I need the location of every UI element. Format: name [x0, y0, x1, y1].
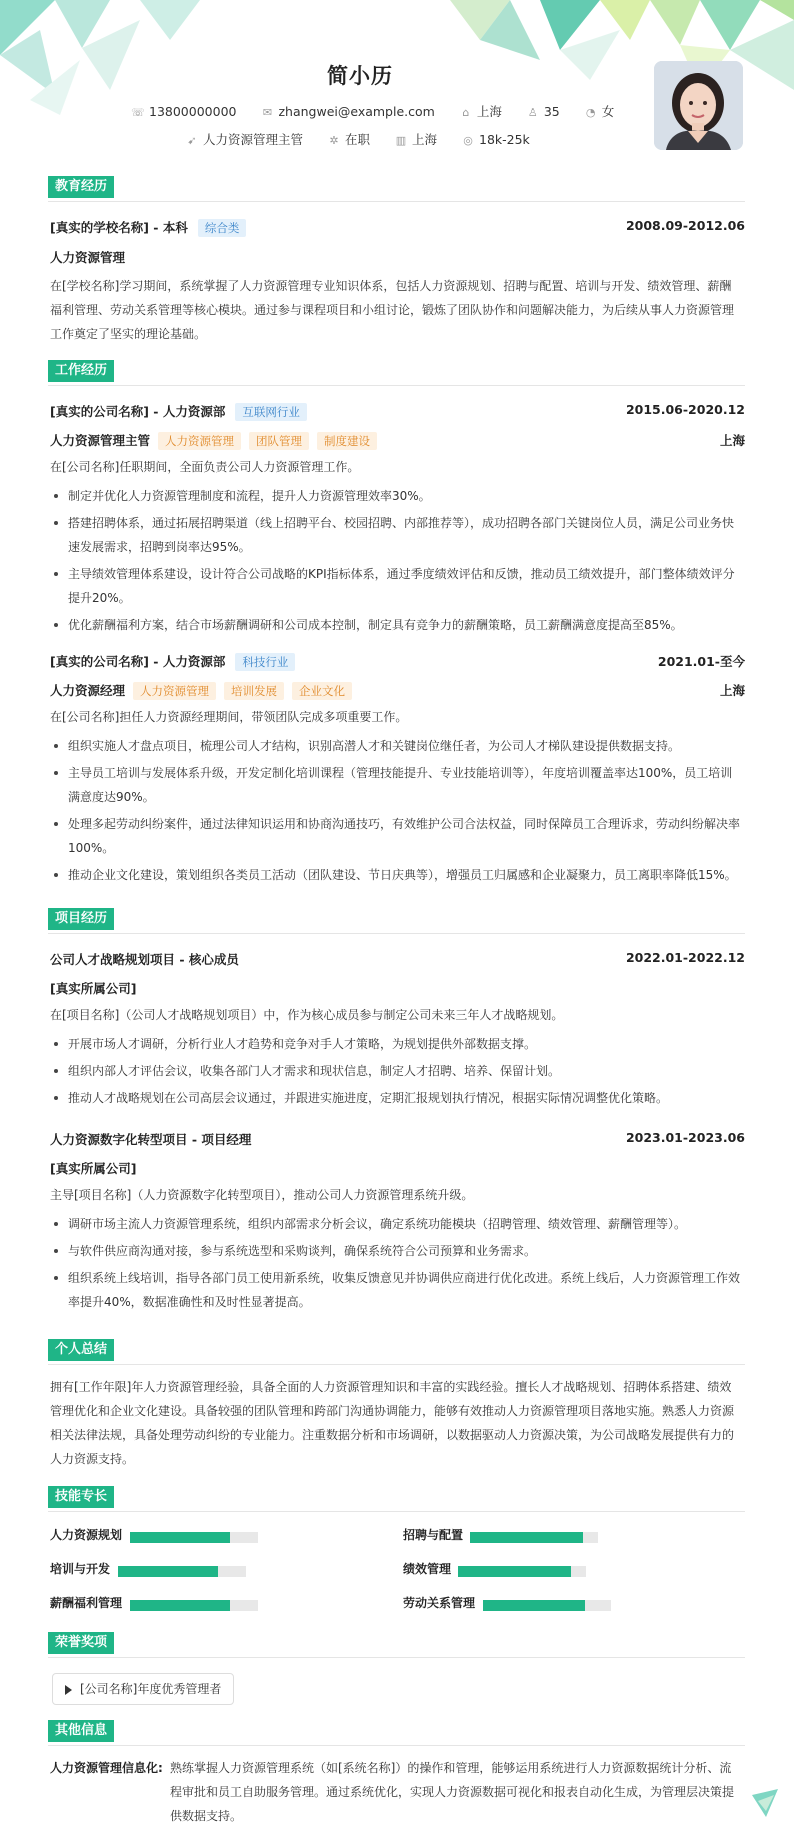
- skill-bar-fill: [118, 1566, 218, 1577]
- job-2-position-row: [50, 681, 745, 701]
- phone-icon: ☏: [131, 106, 145, 119]
- list-item: 组织系统上线培训，指导各部门员工使用新系统，收集反馈意见并协调供应商进行优化改进。系统上线后，人力资源管理工作效率提升40%，数据准确性和及时性显著提高。: [50, 1266, 743, 1314]
- age-value: 35: [543, 104, 560, 119]
- job-2-company: [真实的公司名称] - 人力资源部: [50, 654, 226, 669]
- target-city-value: 上海: [412, 132, 438, 147]
- skill-name: 薪酬福利管理: [50, 1596, 123, 1610]
- honors-title: 荣誉奖项: [48, 1632, 114, 1654]
- list-item: 调研市场主流人力资源管理系统，组织内部需求分析会议，确定系统功能模块（招聘管理、绩效管理、薪酬管理等）。: [50, 1212, 743, 1236]
- list-item: 处理多起劳动纠纷案件，通过法律知识运用和协商沟通技巧，有效维护公司合法权益，同时保障员工合理诉求，劳动纠纷解决率100%。: [50, 812, 743, 860]
- skill-name: 培训与开发: [50, 1562, 111, 1576]
- skill-name: 招聘与配置: [403, 1528, 464, 1542]
- skill-item: [50, 1526, 122, 1546]
- work-title: 工作经历: [48, 360, 114, 382]
- salary-icon: ◎: [463, 134, 473, 147]
- job-2-city: 上海: [719, 683, 745, 698]
- project-1-company-row: [50, 979, 745, 999]
- skill-item: [403, 1526, 463, 1546]
- list-item: 主导员工培训与发展体系升级，开发定制化培训课程（管理技能提升、专业技能培训等），年度培训覆盖率达100%，员工培训满意度达90%。: [50, 761, 743, 809]
- skill-item: [403, 1594, 475, 1614]
- other-section: [48, 1720, 745, 1823]
- candidate-name: 简小历: [327, 64, 393, 88]
- project-1-name: 公司人才战略规划项目 - 核心成员: [50, 952, 239, 967]
- hometown-value: 上海: [476, 104, 502, 119]
- job-2-date: 2021.01-至今: [657, 654, 745, 669]
- other-text: 熟练掌握人力资源管理系统（如[系统名称]）的操作和管理，能够运用系统进行人力资源数据统计分析、流程审批和员工自助服务管理。通过系统优化，实现人力资源数据可视化和报表自动化生成，为管理层决策提供数据支持。: [170, 1761, 735, 1823]
- skills-header: [48, 1486, 745, 1512]
- projects-header: [48, 908, 745, 934]
- project-2-name: 人力资源数字化转型项目 - 项目经理: [50, 1132, 252, 1147]
- job-1-achievements: [50, 484, 743, 640]
- list-item: 推动企业文化建设，策划组织各类员工活动（团队建设、节日庆典等），增强员工归属感和企业凝聚力，员工离职率降低15%。: [50, 863, 743, 887]
- play-icon: [65, 1685, 72, 1695]
- gender-value: 女: [601, 104, 615, 119]
- skill-bar-fill: [130, 1600, 230, 1611]
- list-item: 组织内部人才评估会议，收集各部门人才需求和现状信息，制定人才招聘、培养、保留计划。: [50, 1059, 743, 1083]
- skill-bar-fill: [458, 1566, 571, 1577]
- resume-header: [0, 0, 794, 170]
- city-icon: ▥: [395, 134, 407, 147]
- award-label: [公司名称]年度优秀管理者: [80, 1682, 222, 1696]
- list-item: 推动人才战略规划在公司高层会议通过，并跟进实施进度，定期汇报规划执行情况，根据实际情况调整优化策略。: [50, 1086, 743, 1110]
- other-label: 人力资源管理信息化:: [50, 1761, 163, 1775]
- position-icon: ➹: [187, 134, 197, 147]
- education-title: 教育经历: [48, 176, 114, 198]
- project-1-date: 2022.01-2022.12: [625, 950, 745, 965]
- project-2-intro: 主导[项目名称]（人力资源数字化转型项目），推动公司人力资源管理系统升级。: [50, 1188, 474, 1202]
- job-1-city: 上海: [719, 433, 745, 448]
- list-item: 主导绩效管理体系建设，设计符合公司战略的KPI指标体系，通过季度绩效评估和反馈，推动员工绩效提升，部门整体绩效评分提升20%。: [50, 562, 743, 610]
- skill-bar: [470, 1532, 598, 1543]
- list-item: 搭建招聘体系，通过拓展招聘渠道（线上招聘平台、校园招聘、内部推荐等），成功招聘各部门关键岗位人员，满足公司业务快速发展需求，招聘到岗率达95%。: [50, 511, 743, 559]
- job-2-position: 人力资源经理: [50, 683, 126, 698]
- list-item: 开展市场人才调研，分析行业人才趋势和竞争对手人才策略，为规划提供外部数据支撑。: [50, 1032, 743, 1056]
- target-position-value: 人力资源管理主管: [203, 132, 304, 147]
- salary-value: 18k-25k: [479, 132, 530, 147]
- skill-name: 绩效管理: [403, 1562, 452, 1576]
- skill-bar: [130, 1532, 258, 1543]
- project-1-bullets: [50, 1032, 743, 1113]
- summary-section: [48, 1339, 745, 1479]
- project-2-company: [真实所属公司]: [50, 1161, 137, 1176]
- job-2-skill-tag: 人力资源管理: [133, 682, 216, 700]
- skill-item: [50, 1560, 110, 1580]
- other-title: 其他信息: [48, 1720, 114, 1742]
- education-description: 在[学校名称]学习期间，系统掌握了人力资源管理专业知识体系，包括人力资源规划、招聘与配置、培训与开发、绩效管理、薪酬福利管理、劳动关系管理等核心模块。通过参与课程项目和小组讨论，锻炼了团队协作和问题解决能力，为后续从事人力资源管理工作奠定了坚实的理论基础。: [50, 279, 735, 341]
- project-2-row: [50, 1130, 745, 1150]
- skill-name: 劳动关系管理: [403, 1596, 476, 1610]
- project-1-company: [真实所属公司]: [50, 981, 137, 996]
- project-2-company-row: [50, 1159, 745, 1179]
- summary-header: [48, 1339, 745, 1365]
- job-1-skill-tag: 制度建设: [317, 432, 377, 450]
- skill-name: 人力资源规划: [50, 1528, 123, 1542]
- job-2-achievements: [50, 734, 743, 890]
- avatar-illustration: [654, 61, 743, 150]
- skill-bar-fill: [483, 1600, 585, 1611]
- list-item: 制定并优化人力资源管理制度和流程，提升人力资源管理效率30%。: [50, 484, 743, 508]
- home-icon: ⌂: [462, 106, 470, 119]
- education-section: [48, 176, 745, 341]
- job-1-skill-tag: 人力资源管理: [158, 432, 241, 450]
- award-item: [52, 1673, 234, 1705]
- work-header: [48, 360, 745, 386]
- summary-text: 拥有[工作年限]年人力资源管理经验，具备全面的人力资源管理知识和丰富的实践经验。擅长人才战略规划、招聘体系搭建、绩效管理优化和企业文化建设。具备较强的团队管理和跨部门沟通协调能力，能够有效推动人力资源管理项目落地实施。熟悉人力资源相关法律法规，具备处理劳动纠纷的专业能力。注重数据分析和市场调研，以数据驱动人力资源决策，为公司战略发展提供有力的人力资源支持。: [50, 1380, 735, 1466]
- job-1-company: [真实的公司名称] - 人力资源部: [50, 404, 226, 419]
- corner-decoration: [748, 1787, 782, 1821]
- summary-title: 个人总结: [48, 1339, 114, 1361]
- list-item: 组织实施人才盘点项目，梳理公司人才结构，识别高潜人才和关键岗位继任者，为公司人才梯队建设提供数据支持。: [50, 734, 743, 758]
- skill-item: [403, 1560, 451, 1580]
- school-tag: 综合类: [198, 219, 247, 237]
- job-1-company-row: [50, 402, 745, 422]
- job-2-industry-tag: 科技行业: [235, 653, 295, 671]
- projects-title: 项目经历: [48, 908, 114, 930]
- skill-bar-fill: [130, 1532, 230, 1543]
- job-1-industry-tag: 互联网行业: [235, 403, 307, 421]
- job-2-skill-tag: 培训发展: [224, 682, 284, 700]
- major-name: 人力资源管理: [50, 250, 126, 265]
- skill-bar: [483, 1600, 611, 1611]
- list-item: 优化薪酬福利方案，结合市场薪酬调研和公司成本控制，制定具有竞争力的薪酬策略，员工薪酬满意度提高至85%。: [50, 613, 743, 637]
- job-2-intro: 在[公司名称]担任人力资源经理期间，带领团队完成多项重要工作。: [50, 710, 408, 724]
- status-value: 在职: [345, 132, 371, 147]
- projects-section: [48, 908, 745, 1318]
- project-2-date: 2023.01-2023.06: [625, 1130, 745, 1145]
- status-icon: ✲: [329, 134, 339, 147]
- avatar: [654, 61, 743, 150]
- job-1-skill-tag: 团队管理: [249, 432, 309, 450]
- work-section: [48, 360, 745, 880]
- contact-info-row: [131, 102, 634, 120]
- skill-bar: [118, 1566, 246, 1577]
- list-item: 与软件供应商沟通对接，参与系统选型和采购谈判，确保系统符合公司预算和业务需求。: [50, 1239, 743, 1263]
- major-row: [50, 248, 745, 268]
- project-2-bullets: [50, 1212, 743, 1317]
- school-name: [真实的学校名称] - 本科: [50, 220, 188, 235]
- skill-bar: [458, 1566, 586, 1577]
- skill-item: [50, 1594, 122, 1614]
- age-icon: ♙: [527, 106, 538, 119]
- job-intent-row: [185, 130, 550, 148]
- skill-bar: [130, 1600, 258, 1611]
- job-2-company-row: [50, 652, 745, 672]
- job-1-date: 2015.06-2020.12: [625, 402, 745, 417]
- job-1-intro: 在[公司名称]任职期间，全面负责公司人力资源管理工作。: [50, 460, 360, 474]
- job-1-position: 人力资源管理主管: [50, 433, 151, 448]
- phone-value: 13800000000: [149, 104, 237, 119]
- gender-icon: ◔: [585, 106, 596, 119]
- education-header: [48, 176, 745, 202]
- other-header: [48, 1720, 745, 1746]
- job-1-position-row: [50, 431, 745, 451]
- email-value: zhangwei@example.com: [278, 104, 435, 119]
- skill-bar-fill: [470, 1532, 583, 1543]
- email-icon: ✉: [262, 106, 273, 119]
- education-date: 2008.09-2012.06: [625, 218, 745, 233]
- education-row: [50, 218, 745, 238]
- skills-section: [48, 1486, 745, 1616]
- project-1-row: [50, 950, 745, 970]
- honors-header: [48, 1632, 745, 1658]
- skills-title: 技能专长: [48, 1486, 114, 1508]
- job-2-skill-tag: 企业文化: [292, 682, 352, 700]
- project-1-intro: 在[项目名称]（公司人才战略规划项目）中，作为核心成员参与制定公司未来三年人才战略规划。: [50, 1008, 564, 1022]
